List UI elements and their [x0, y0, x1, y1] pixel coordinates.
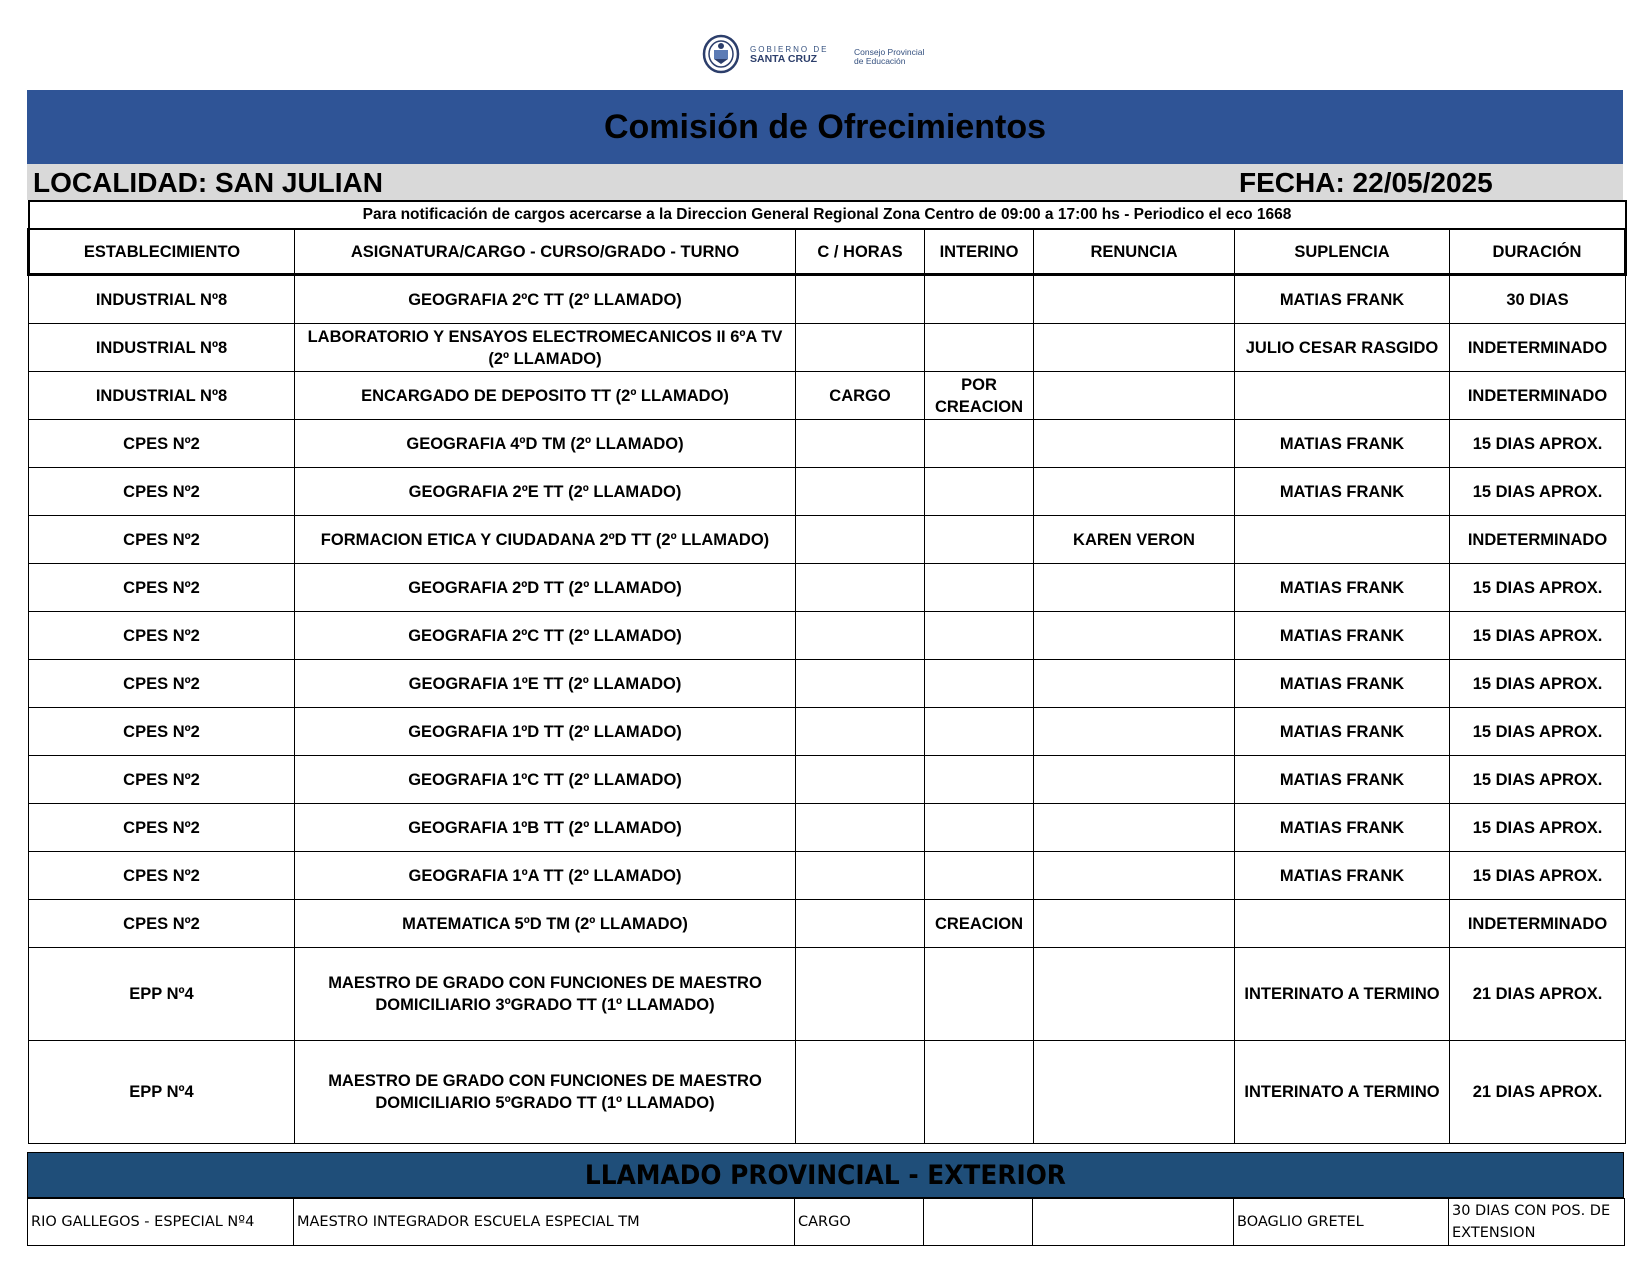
table-cell: [925, 468, 1034, 516]
table-cell: LABORATORIO Y ENSAYOS ELECTROMECANICOS II 6ºA TV (2º LLAMADO): [295, 324, 796, 372]
table-cell: [1034, 756, 1235, 804]
provincial-cell: CARGO: [795, 1199, 924, 1246]
table-row: [29, 564, 1626, 612]
table-cell: [796, 564, 925, 612]
table-cell: MATIAS FRANK: [1235, 564, 1450, 612]
table-cell: [796, 756, 925, 804]
table-cell: [925, 324, 1034, 372]
table-cell: INTERINATO A TERMINO: [1235, 1041, 1450, 1144]
table-cell: INDETERMINADO: [1450, 516, 1626, 564]
table-row: [29, 275, 1626, 324]
table-cell: GEOGRAFIA 1ºB TT (2º LLAMADO): [295, 804, 796, 852]
table-cell: EPP Nº4: [29, 948, 295, 1041]
table-cell: CPES Nº2: [29, 516, 295, 564]
table-cell: [1034, 275, 1235, 324]
table-cell: [925, 852, 1034, 900]
table-cell: [796, 420, 925, 468]
table-cell: 15 DIAS APROX.: [1450, 660, 1626, 708]
table-cell: [925, 420, 1034, 468]
table-cell: CPES Nº2: [29, 660, 295, 708]
table-cell: 15 DIAS APROX.: [1450, 564, 1626, 612]
table-cell: [1034, 852, 1235, 900]
provincial-cell: RIO GALLEGOS - ESPECIAL Nº4: [28, 1199, 294, 1246]
table-cell: MATIAS FRANK: [1235, 708, 1450, 756]
table-cell: ENCARGADO DE DEPOSITO TT (2º LLAMADO): [295, 372, 796, 420]
table-cell: GEOGRAFIA 1ºD TT (2º LLAMADO): [295, 708, 796, 756]
table-cell: [925, 708, 1034, 756]
gov-line1: GOBIERNO DE: [750, 45, 829, 54]
title-banner: [27, 90, 1623, 164]
table-cell: CPES Nº2: [29, 708, 295, 756]
provincial-row: [28, 1199, 1625, 1246]
provincial-cell: MAESTRO INTEGRADOR ESCUELA ESPECIAL TM: [294, 1199, 795, 1246]
table-cell: MATIAS FRANK: [1235, 852, 1450, 900]
col-header-suplencia: SUPLENCIA: [1235, 229, 1450, 275]
fecha-label: FECHA: 22/05/2025: [1239, 167, 1493, 198]
col-header-establecimiento: ESTABLECIMIENTO: [29, 229, 295, 275]
table-cell: INDUSTRIAL Nº8: [29, 275, 295, 324]
table-cell: KAREN VERON: [1034, 516, 1235, 564]
table-cell: [796, 612, 925, 660]
province-seal-icon: [702, 34, 740, 74]
table-cell: [925, 612, 1034, 660]
table-cell: [1034, 900, 1235, 948]
table-cell: INDUSTRIAL Nº8: [29, 372, 295, 420]
table-cell: [796, 660, 925, 708]
table-row: [29, 324, 1626, 372]
table-cell: [1235, 516, 1450, 564]
notice-row: [29, 201, 1626, 229]
table-cell: MATIAS FRANK: [1235, 468, 1450, 516]
table-row: [29, 756, 1626, 804]
table-cell: [1034, 420, 1235, 468]
table-cell: JULIO CESAR RASGIDO: [1235, 324, 1450, 372]
table-cell: [925, 564, 1034, 612]
gov-line2: SANTA CRUZ: [750, 53, 818, 65]
table-cell: POR CREACION: [925, 372, 1034, 420]
localidad-label: LOCALIDAD: SAN JULIAN: [33, 167, 383, 198]
table-cell: [1034, 948, 1235, 1041]
header-logo: [702, 34, 942, 74]
table-cell: INDETERMINADO: [1450, 324, 1626, 372]
table-cell: [1034, 1041, 1235, 1144]
table-cell: [925, 1041, 1034, 1144]
table-cell: CPES Nº2: [29, 420, 295, 468]
col-header-horas: C / HORAS: [796, 229, 925, 275]
provincial-banner: [27, 1152, 1624, 1198]
table-cell: [1034, 324, 1235, 372]
table-cell: [1034, 660, 1235, 708]
table-cell: MATIAS FRANK: [1235, 275, 1450, 324]
table-cell: 15 DIAS APROX.: [1450, 420, 1626, 468]
table-cell: [1034, 372, 1235, 420]
table-row: [29, 852, 1626, 900]
table-cell: [925, 516, 1034, 564]
table-row: [29, 708, 1626, 756]
table-row: [29, 948, 1626, 1041]
table-cell: GEOGRAFIA 1ºC TT (2º LLAMADO): [295, 756, 796, 804]
table-cell: 15 DIAS APROX.: [1450, 852, 1626, 900]
table-cell: 15 DIAS APROX.: [1450, 804, 1626, 852]
table-row: [29, 516, 1626, 564]
table-cell: CPES Nº2: [29, 468, 295, 516]
table-cell: [796, 468, 925, 516]
col-header-renuncia: RENUNCIA: [1034, 229, 1235, 275]
table-cell: MATIAS FRANK: [1235, 660, 1450, 708]
table-cell: MAESTRO DE GRADO CON FUNCIONES DE MAESTRO DOMICILIARIO 3ºGRADO TT (1º LLAMADO): [295, 948, 796, 1041]
table-cell: [796, 275, 925, 324]
table-cell: MATEMATICA 5ºD TM (2º LLAMADO): [295, 900, 796, 948]
table-cell: MAESTRO DE GRADO CON FUNCIONES DE MAESTRO DOMICILIARIO 5ºGRADO TT (1º LLAMADO): [295, 1041, 796, 1144]
provincial-cell: BOAGLIO GRETEL: [1234, 1199, 1449, 1246]
table-header-row: [29, 229, 1626, 275]
table-cell: 15 DIAS APROX.: [1450, 612, 1626, 660]
table-row: [29, 660, 1626, 708]
table-cell: GEOGRAFIA 2ºD TT (2º LLAMADO): [295, 564, 796, 612]
table-cell: 30 DIAS: [1450, 275, 1626, 324]
table-cell: CPES Nº2: [29, 804, 295, 852]
table-cell: INTERINATO A TERMINO: [1235, 948, 1450, 1041]
table-row: [29, 1041, 1626, 1144]
table-cell: FORMACION ETICA Y CIUDADANA 2ºD TT (2º LLAMADO): [295, 516, 796, 564]
table-cell: MATIAS FRANK: [1235, 804, 1450, 852]
table-cell: [796, 948, 925, 1041]
table-cell: 15 DIAS APROX.: [1450, 468, 1626, 516]
table-row: [29, 804, 1626, 852]
table-cell: CPES Nº2: [29, 564, 295, 612]
table-cell: [925, 660, 1034, 708]
table-cell: [796, 900, 925, 948]
provincial-cell: 30 DIAS CON POS. DE EXTENSION: [1449, 1199, 1625, 1246]
table-row: [29, 900, 1626, 948]
table-cell: MATIAS FRANK: [1235, 756, 1450, 804]
table-row: [29, 372, 1626, 420]
table-cell: [925, 275, 1034, 324]
table-cell: [796, 324, 925, 372]
provincial-title: LLAMADO PROVINCIAL - EXTERIOR: [584, 1159, 1067, 1191]
table-cell: [796, 708, 925, 756]
provincial-cell: [1033, 1199, 1234, 1246]
table-cell: GEOGRAFIA 2ºC TT (2º LLAMADO): [295, 612, 796, 660]
location-row: [27, 164, 1623, 200]
page-title: Comisión de Ofrecimientos: [603, 107, 1047, 146]
table-cell: CREACION: [925, 900, 1034, 948]
col-header-interino: INTERINO: [925, 229, 1034, 275]
table-cell: CPES Nº2: [29, 852, 295, 900]
table-cell: GEOGRAFIA 2ºE TT (2º LLAMADO): [295, 468, 796, 516]
table-cell: GEOGRAFIA 2ºC TT (2º LLAMADO): [295, 275, 796, 324]
notice-text: Para notificación de cargos acercarse a la Direccion General Regional Zona Centro de 09:00 a 17:00 hs - Periodico el eco 1668: [29, 201, 1626, 229]
table-cell: INDETERMINADO: [1450, 372, 1626, 420]
table-cell: [1034, 612, 1235, 660]
col-header-duracion: DURACIÓN: [1450, 229, 1626, 275]
table-cell: [1034, 564, 1235, 612]
cpe-line2: de Educación: [854, 56, 906, 66]
table-row: [29, 612, 1626, 660]
table-cell: 15 DIAS APROX.: [1450, 756, 1626, 804]
table-cell: [796, 1041, 925, 1144]
table-cell: INDUSTRIAL Nº8: [29, 324, 295, 372]
table-cell: [1034, 804, 1235, 852]
table-cell: [1235, 372, 1450, 420]
table-cell: [796, 516, 925, 564]
table-cell: GEOGRAFIA 4ºD TM (2º LLAMADO): [295, 420, 796, 468]
provincial-cell: [924, 1199, 1033, 1246]
table-cell: GEOGRAFIA 1ºA TT (2º LLAMADO): [295, 852, 796, 900]
table-cell: CPES Nº2: [29, 900, 295, 948]
table-cell: [1034, 708, 1235, 756]
col-header-asignatura: ASIGNATURA/CARGO - CURSO/GRADO - TURNO: [295, 229, 796, 275]
table-cell: 21 DIAS APROX.: [1450, 1041, 1626, 1144]
table-row: [29, 468, 1626, 516]
table-cell: EPP Nº4: [29, 1041, 295, 1144]
table-cell: INDETERMINADO: [1450, 900, 1626, 948]
table-cell: CPES Nº2: [29, 612, 295, 660]
table-cell: [1034, 468, 1235, 516]
table-cell: [925, 756, 1034, 804]
table-cell: 15 DIAS APROX.: [1450, 708, 1626, 756]
table-cell: MATIAS FRANK: [1235, 420, 1450, 468]
offers-table: [27, 200, 1627, 1144]
table-cell: [925, 948, 1034, 1041]
table-cell: CPES Nº2: [29, 756, 295, 804]
provincial-table: [27, 1198, 1625, 1246]
table-cell: CARGO: [796, 372, 925, 420]
table-cell: [796, 804, 925, 852]
table-cell: [796, 852, 925, 900]
table-cell: [925, 804, 1034, 852]
table-row: [29, 420, 1626, 468]
table-cell: MATIAS FRANK: [1235, 612, 1450, 660]
cpe-line1: Consejo Provincial: [854, 47, 925, 57]
table-cell: GEOGRAFIA 1ºE TT (2º LLAMADO): [295, 660, 796, 708]
table-cell: 21 DIAS APROX.: [1450, 948, 1626, 1041]
table-cell: [1235, 900, 1450, 948]
